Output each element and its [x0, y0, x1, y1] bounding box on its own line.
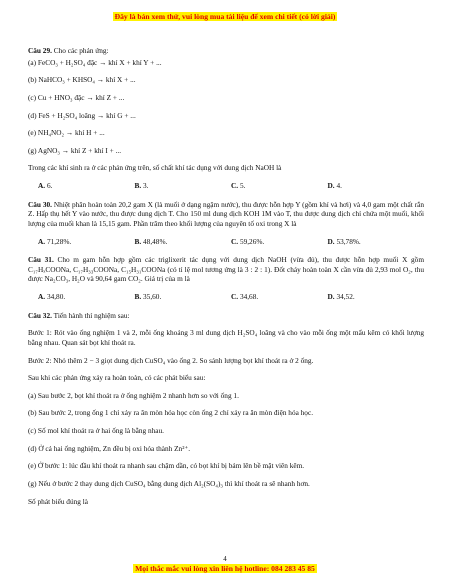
option-c: C. 34,68.: [231, 292, 259, 301]
document-body: [28, 46, 424, 514]
option-b: B. 35,60.: [134, 292, 162, 301]
option-d: D. 34,52.: [327, 292, 355, 301]
reaction-c: (c) Cu + HNO₃ đặc → khí Z + ...: [28, 92, 125, 102]
option-d: D. 4.: [327, 181, 342, 190]
question-30-label: Câu 30.: [28, 199, 52, 209]
hotline-text: Mọi thắc mắc vui lòng xin liên hệ hotline: 084 283 45 85: [135, 564, 315, 573]
question-32-stem: Câu 32. Tiến hành thí nghiệm sau:: [28, 310, 130, 320]
reaction-d: (d) FeS + H₂SO₄ loãng → khí G + ...: [28, 110, 136, 120]
question-31-options: [28, 292, 424, 302]
option-a: A. 34,80.: [38, 292, 66, 301]
reaction-e: (e) NH₄NO₂ → khí H + ...: [28, 128, 105, 138]
question-29-label: Câu 29.: [28, 46, 52, 55]
reaction-b: (b) NaHCO₃ + KHSO₄ → khí X + ...: [28, 75, 136, 85]
step-2: Bước 2: Nhỏ thêm 2 − 3 giọt dung dịch CuSO₄ vào ống 2. So sánh lượng bọt khí thoát ra ở 2 ống.: [28, 355, 314, 365]
preview-banner-text: Đây là bản xem thử, vui lòng mua tài liệu để xem chi tiết (có lời giải): [114, 12, 336, 21]
question-29-options: [28, 181, 424, 191]
statement-a: (a) Sau bước 2, bọt khí thoát ra ở ống nghiệm 2 nhanh hơn so với ống 1.: [28, 390, 239, 400]
question-32-label: Câu 32.: [28, 310, 52, 320]
page-number: 4: [223, 555, 227, 563]
option-b: B. 3.: [134, 181, 149, 190]
statement-b: (b) Sau bước 2, trong ống 1 chỉ xảy ra ăn mòn hóa học còn ống 2 chỉ xảy ra ăn mòn điện hóa học.: [28, 408, 314, 418]
hotline-footer: [0, 564, 450, 574]
reaction-a: (a) FeCO₃ + H₂SO₄ đặc → khí X + khí Y + ...: [28, 57, 162, 67]
question-31-label: Câu 31.: [28, 255, 54, 265]
reaction-g: (g) AgNO₃ → khí Z + khí I + ...: [28, 145, 122, 155]
question-29-prompt: Trong các khí sinh ra ở các phản ứng trên, số chất khí tác dụng với dung dịch NaOH là: [28, 163, 282, 173]
option-a: A. 71,28%.: [38, 236, 72, 246]
preview-banner: [0, 12, 450, 22]
step-1: Bước 1: Rót vào ống nghiệm 1 và 2, mỗi ống khoảng 3 ml dung dịch H₂SO₄ loãng và cho vào mỗi ống một mẩu kẽm có khối lượng bằng nhau. Quan sát bọt khí thoát ra.: [28, 328, 424, 347]
question-31-text: Câu 31. Cho m gam hỗn hợp gồm các triglixerit tác dụng với dung dịch NaOH (vừa đủ), thu được hỗn hợp muối X gồm C₁₇HₓCOONa, C₁₇H₃₃COONa, C₁₅H₃₁COONa (có tỉ lệ mol tương ứng là 3 : 2 : 1). Đốt cháy hoàn toàn X cần vừa đủ 2,93 mol O₂, thu được Na₂CO₃, H₂O và 90,64 gam CO₂. Giá trị của m là: [28, 255, 424, 284]
statement-g: (g) Nếu ở bước 2 thay dung dịch CuSO₄ bằng dung dịch Al₂(SO₄)₃ thì khí thoát ra sẽ nhanh hơn.: [28, 478, 310, 488]
question-30-text: Câu 30. Nhiệt phân hoàn toàn 20,2 gam X (là muối ở dạng ngậm nước), thu được hỗn hợp Y (gồm khí và hơi) và 4,0 gam một chất rắn Z. Hấp thụ hết Y vào nước, thu được dung dịch T. Cho 150 ml dung dịch KOH 1M vào T, thu được dung dịch chỉ chứa một muối, khối lượng của muối khan là 15,15 gam. Phần trăm theo khối lượng của nguyên tố oxi trong X là: [28, 199, 425, 228]
statement-c: (c) Số mol khí thoát ra ở hai ống là bằng nhau.: [28, 426, 164, 435]
option-a: A. 6.: [38, 181, 53, 190]
option-c: C. 5.: [231, 181, 246, 190]
option-d: D. 53,78%.: [327, 236, 361, 246]
question-30-options: [28, 237, 424, 247]
option-b: B. 48,48%.: [134, 236, 168, 246]
statement-d: (d) Ở cả hai ống nghiệm, Zn đều bị oxi hóa thành Zn²⁺.: [28, 443, 191, 453]
question-29-stem: Câu 29. Cho các phản ứng:: [28, 46, 109, 55]
question-32-prompt: Số phát biểu đúng là: [28, 496, 88, 506]
option-c: C. 59,26%.: [231, 236, 265, 246]
statements-intro: Sau khi các phản ứng xảy ra hoàn toàn, có các phát biểu sau:: [28, 373, 206, 383]
statement-e: (e) Ở bước 1: lúc đầu khí thoát ra nhanh sau chậm dần, có bọt khí bị bám lên bề mặt viên kẽm.: [28, 461, 305, 471]
